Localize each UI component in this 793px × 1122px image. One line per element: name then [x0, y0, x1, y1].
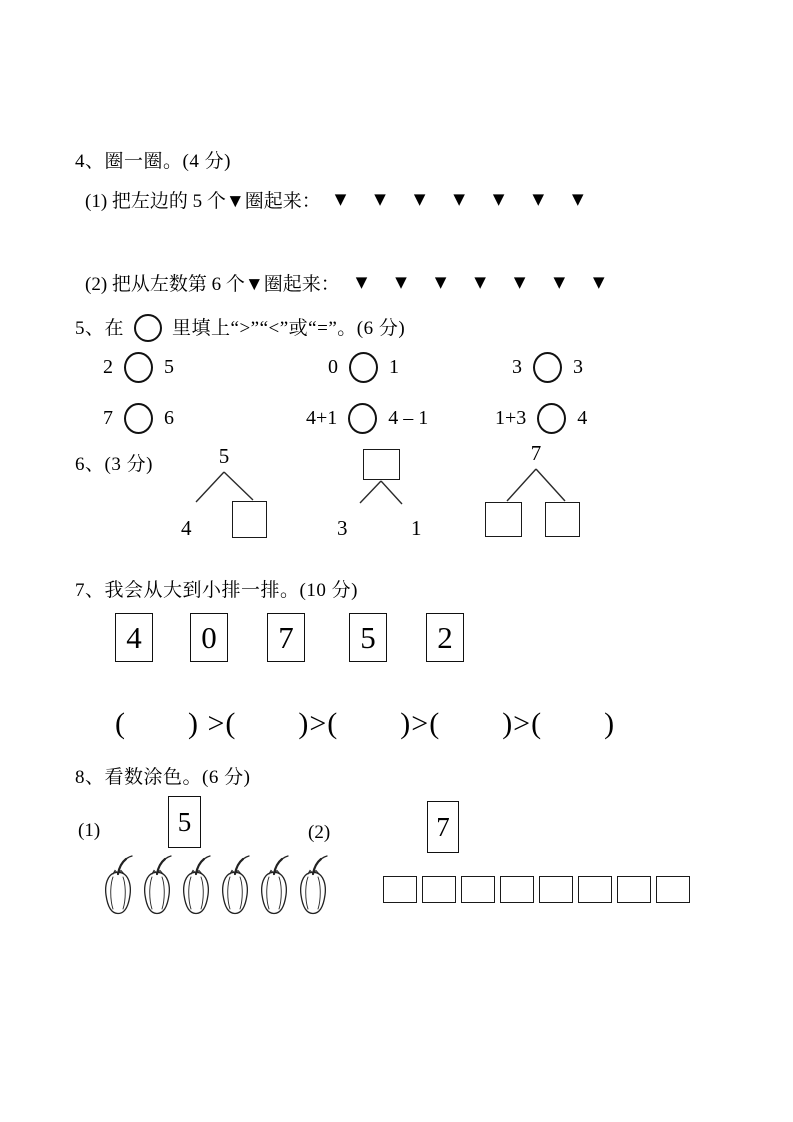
triangle-row-2 — [356, 275, 605, 290]
triangle-icon: ▼ — [434, 273, 447, 291]
pepper-icon — [179, 854, 213, 916]
count-card-peppers — [168, 796, 201, 848]
triangle-icon: ▼ — [492, 190, 505, 208]
number-card-3 — [267, 613, 305, 662]
number-card-value: 2 — [437, 619, 453, 655]
triangle-icon: ▼ — [355, 273, 368, 291]
comparison-right: 4 – 1 — [388, 407, 429, 429]
color-box — [422, 876, 456, 903]
triangle-icon: ▼ — [593, 273, 605, 291]
comparison-cell-1 — [103, 352, 174, 383]
number-card-4 — [349, 613, 387, 662]
number-card-value: 7 — [278, 619, 294, 655]
count-card-value: 7 — [436, 811, 450, 842]
comparison-left: 1+3 — [495, 407, 527, 429]
pepper-icon — [257, 854, 291, 916]
comparison-cell-2 — [328, 352, 399, 383]
question-4-item-1-label: (1) 把左边的 5 个▼圈起来： — [85, 191, 321, 212]
number-card-value: 5 — [360, 619, 376, 655]
blank-circle-icon — [134, 314, 162, 342]
triangle-icon: ▼ — [572, 190, 584, 208]
bond-top-number: 5 — [218, 444, 230, 468]
question-4-item-2 — [85, 269, 605, 296]
question-6-title: 6、(3 分) — [75, 454, 153, 475]
count-card-value: 5 — [177, 806, 192, 837]
color-box — [461, 876, 495, 903]
number-bond-tree-1 — [165, 446, 283, 541]
triangle-icon: ▼ — [395, 273, 407, 291]
bond-top-number: 7 — [530, 441, 542, 465]
comparison-left: 0 — [328, 356, 338, 378]
count-card-boxes — [427, 801, 459, 853]
question-5-title-prefix: 5、在 — [75, 318, 125, 339]
triangle-icon: ▼ — [553, 273, 565, 291]
number-bond-tree-2 — [330, 446, 432, 541]
pepper-row — [101, 854, 330, 916]
color-box — [656, 876, 690, 903]
answer-box — [545, 502, 580, 537]
color-box — [578, 876, 612, 903]
color-box — [539, 876, 573, 903]
color-box — [500, 876, 534, 903]
answer-circle — [533, 352, 562, 383]
question-4-title: 4、圈一圈。(4 分) — [75, 151, 231, 172]
comparison-cell-5 — [306, 403, 428, 434]
question-5-title-suffix: 里填上“>”“<”或“=”。(6 分) — [172, 318, 406, 339]
ordering-answer-line: ( ) >( )>( )>( )>( ) — [115, 707, 616, 740]
color-box — [617, 876, 651, 903]
bond-left-number: 3 — [337, 516, 348, 540]
bond-right-number: 1 — [411, 516, 422, 540]
question-4-item-1 — [85, 186, 584, 213]
triangle-icon: ▼ — [513, 273, 526, 291]
triangle-icon: ▼ — [453, 190, 465, 208]
comparison-right: 4 — [577, 407, 588, 429]
number-card-2 — [190, 613, 228, 662]
comparison-cell-3 — [512, 352, 583, 383]
comparison-cell-6 — [495, 403, 587, 434]
triangle-row-1 — [335, 192, 584, 207]
question-8-part-2-label: (2) — [308, 822, 331, 843]
comparison-left: 4+1 — [306, 407, 338, 429]
question-8-part-1-label: (1) — [78, 820, 101, 841]
bond-left-number: 4 — [181, 516, 192, 540]
answer-box — [485, 502, 522, 537]
number-card-5 — [426, 613, 464, 662]
comparison-left: 2 — [103, 356, 113, 378]
question-7-title: 7、我会从大到小排一排。(10 分) — [75, 580, 358, 601]
answer-box — [232, 501, 267, 538]
answer-circle — [349, 352, 378, 383]
number-bond-tree-3 — [480, 443, 592, 540]
answer-circle — [124, 352, 153, 383]
comparison-right: 1 — [389, 356, 399, 378]
pepper-icon — [101, 854, 135, 916]
question-5-title — [75, 313, 405, 342]
triangle-icon: ▼ — [413, 190, 426, 208]
number-card-value: 0 — [201, 619, 217, 655]
comparison-left: 3 — [512, 356, 522, 378]
pepper-icon — [218, 854, 252, 916]
pepper-icon — [140, 854, 174, 916]
answer-box — [363, 449, 400, 480]
answer-circle — [537, 403, 566, 434]
question-8-title: 8、看数涂色。(6 分) — [75, 767, 251, 788]
color-box — [383, 876, 417, 903]
number-card-1 — [115, 613, 153, 662]
triangle-icon: ▼ — [374, 190, 386, 208]
comparison-left: 7 — [103, 407, 113, 429]
comparison-cell-4 — [103, 403, 174, 434]
comparison-right: 6 — [164, 407, 174, 429]
comparison-right: 3 — [573, 356, 583, 378]
triangle-icon: ▼ — [532, 190, 544, 208]
number-card-value: 4 — [126, 619, 142, 655]
triangle-icon: ▼ — [474, 273, 486, 291]
comparison-right: 5 — [164, 356, 174, 378]
color-box-row — [383, 876, 690, 903]
pepper-icon — [296, 854, 330, 916]
triangle-icon: ▼ — [334, 190, 347, 208]
answer-circle — [348, 403, 377, 434]
question-4-item-2-label: (2) 把从左数第 6 个▼圈起来： — [85, 274, 340, 295]
answer-circle — [124, 403, 153, 434]
